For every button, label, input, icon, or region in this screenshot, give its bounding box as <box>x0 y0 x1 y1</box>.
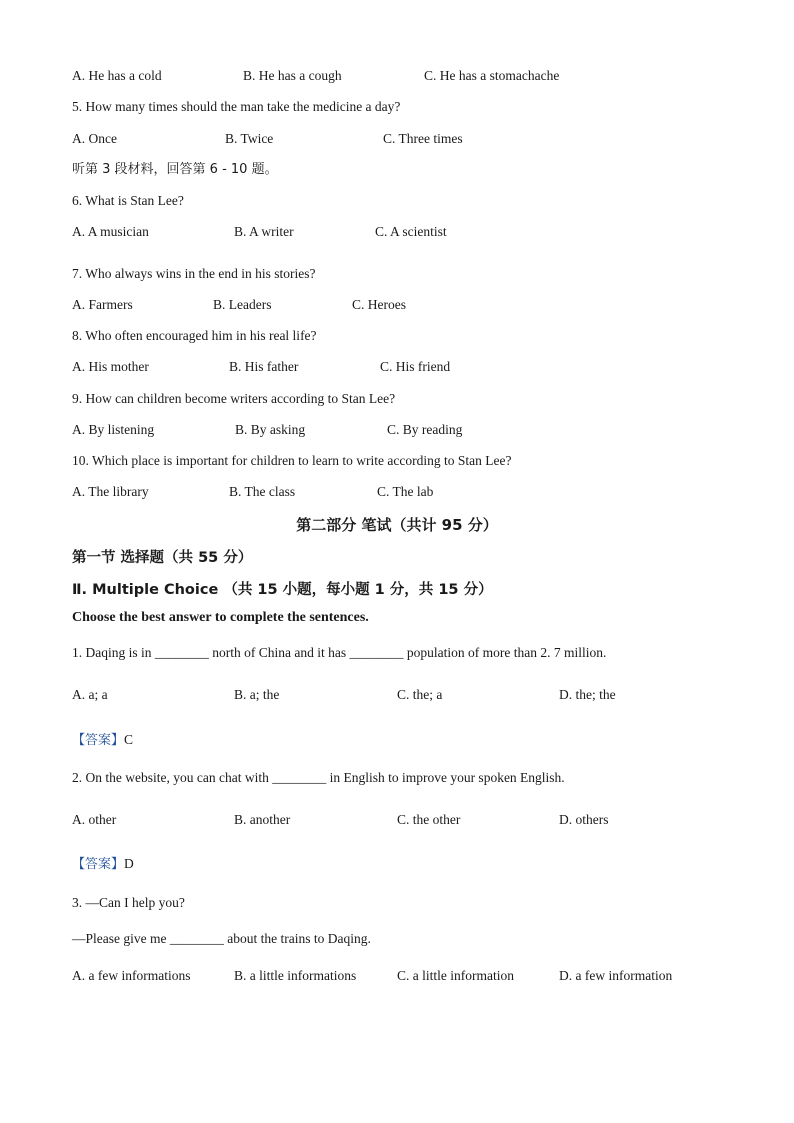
answer-value: C <box>124 732 134 747</box>
section1-title: 第一节 选择题（共 55 分） <box>72 550 253 566</box>
w3-option-b[interactable]: B. a little informations <box>234 968 357 983</box>
q4-option-a[interactable]: A. He has a cold <box>72 68 162 83</box>
q8-question: 8. Who often encouraged him in his real life? <box>72 328 317 343</box>
q6-option-b[interactable]: B. A writer <box>234 224 294 239</box>
q6-option-a[interactable]: A. A musician <box>72 224 149 239</box>
q10-option-c[interactable]: C. The lab <box>377 484 434 499</box>
q9-option-a[interactable]: A. By listening <box>72 422 155 437</box>
answer-tag: 【答案】 <box>72 733 125 748</box>
q5-option-b[interactable]: B. Twice <box>225 131 274 146</box>
w1-question: 1. Daqing is in ________ north of China and it has ________ population of more than 2. 7 million. <box>72 645 607 660</box>
w2-option-b[interactable]: B. another <box>234 812 291 827</box>
w2-question: 2. On the website, you can chat with ________ in English to improve your spoken English. <box>72 770 565 785</box>
multiple-choice-title: Ⅱ. Multiple Choice （共 15 小题，每小题 1 分，共 15 分） <box>72 582 493 598</box>
q9-question: 9. How can children become writers according to Stan Lee? <box>72 391 396 406</box>
w3-option-c[interactable]: C. a little information <box>397 968 514 983</box>
q4-option-c[interactable]: C. He has a stomachache <box>424 68 560 83</box>
q7-option-c[interactable]: C. Heroes <box>352 297 406 312</box>
q5-option-c[interactable]: C. Three times <box>383 131 463 146</box>
q8-option-c[interactable]: C. His friend <box>380 359 451 374</box>
q7-question: 7. Who always wins in the end in his stories? <box>72 266 316 281</box>
q5-option-a[interactable]: A. Once <box>72 131 117 146</box>
section3-intro: 听第 3 段材料，回答第 6 - 10 题。 <box>72 162 278 177</box>
w2-option-d[interactable]: D. others <box>559 812 609 827</box>
w1-answer <box>72 729 133 748</box>
w1-option-a[interactable]: A. a; a <box>72 687 108 702</box>
q5-question: 5. How many times should the man take the medicine a day? <box>72 99 401 114</box>
w2-option-a[interactable]: A. other <box>72 812 117 827</box>
q8-option-a[interactable]: A. His mother <box>72 359 149 374</box>
w2-answer <box>72 853 134 872</box>
w3-option-d[interactable]: D. a few information <box>559 968 673 983</box>
q6-question: 6. What is Stan Lee? <box>72 193 184 208</box>
q9-option-b[interactable]: B. By asking <box>235 422 306 437</box>
q7-option-b[interactable]: B. Leaders <box>213 297 272 312</box>
multiple-choice-instruction: Choose the best answer to complete the sentences. <box>72 610 369 625</box>
q4-option-b[interactable]: B. He has a cough <box>243 68 342 83</box>
w3-question-line2: —Please give me ________ about the trains to Daqing. <box>72 931 371 946</box>
answer-tag: 【答案】 <box>72 857 125 872</box>
w1-option-d[interactable]: D. the; the <box>559 687 616 702</box>
q7-option-a[interactable]: A. Farmers <box>72 297 133 312</box>
q10-option-a[interactable]: A. The library <box>72 484 149 499</box>
answer-value: D <box>124 856 134 871</box>
q10-question: 10. Which place is important for children to learn to write according to Stan Lee? <box>72 453 512 468</box>
q8-option-b[interactable]: B. His father <box>229 359 299 374</box>
q9-option-c[interactable]: C. By reading <box>387 422 463 437</box>
w1-option-b[interactable]: B. a; the <box>234 687 280 702</box>
q10-option-b[interactable]: B. The class <box>229 484 296 499</box>
w1-option-c[interactable]: C. the; a <box>397 687 443 702</box>
part2-title: 第二部分 笔试（共计 95 分） <box>296 516 498 534</box>
w3-option-a[interactable]: A. a few informations <box>72 968 191 983</box>
w2-option-c[interactable]: C. the other <box>397 812 461 827</box>
w3-question: 3. —Can I help you? <box>72 895 185 910</box>
q6-option-c[interactable]: C. A scientist <box>375 224 447 239</box>
